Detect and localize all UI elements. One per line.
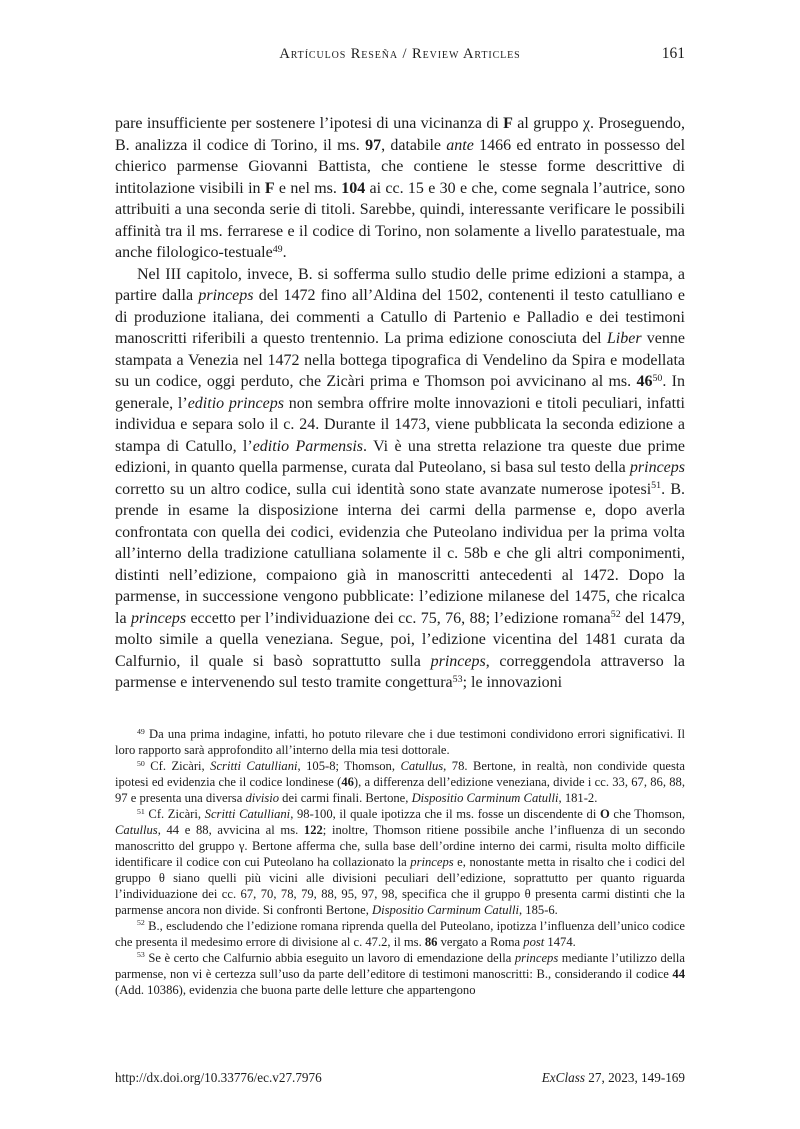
text-run: , 78. Bertone, in realtà, non condivide questa ipotesi ed evidenzia che il codice londinese ( <box>115 758 686 789</box>
text-run: Liber <box>606 330 642 348</box>
footnote-marker: 53 <box>137 950 145 960</box>
text-run: B., escludendo che l’edizione romana riprenda quella del Puteolano, ipotizza l’influenza dell’unico codice che presenta il medesimo errore di divisione al c. 47.2, il ms. <box>115 918 685 949</box>
text-run: Cf. Zicàri, <box>144 758 211 773</box>
text-run: F <box>264 179 275 197</box>
text-run: , databile <box>381 136 447 154</box>
text-run: 44 <box>672 966 685 981</box>
body-paragraph <box>115 264 685 694</box>
text-run: del 1472 fino all’Aldina del 1502, contenenti il testo catulliano e di produzione italiana, dei commenti a Catullo di Partenio e Palladio e dei testimoni manoscritti riferibili a questo trentennio. La prima edizione conosciuta del <box>115 287 686 348</box>
body-paragraph <box>115 113 685 264</box>
page-number: 161 <box>661 45 685 62</box>
text-run: , 98-100, il quale ipotizza che il ms. fosse un discendente di <box>290 806 600 821</box>
footnote-marker: 53 <box>452 673 463 685</box>
text-run: 104 <box>341 179 366 197</box>
running-header-title: Artículos Reseña / Review Articles <box>279 46 521 62</box>
text-run: editio princeps <box>187 394 284 412</box>
text-run: . B. prende in esame la disposizione interna dei carmi della parmense e, dopo averla confrontata con quella dei codici, evidenzia che Puteolano individua per la prima volta all’interno della tradizione catulliana solamente il c. 58b e che gli altri componimenti, distinti nell’edizione, compaiono già in manoscritti antecedenti al 1472. Dopo la parmense, in successione vengono pubblicate: l’edizione milanese del 1475, che ricalca la <box>115 480 685 627</box>
footnote-marker: 49 <box>137 726 145 736</box>
footnote-marker: 51 <box>651 480 662 492</box>
text-run: e, nonostante metta in risalto che i codici del gruppo θ siano quelli più vicini alle divisioni peculiari dell’edizione, soprattutto per quanto riguarda l’individuazione dei cc. 67, 70, 78, 79, 88, 95, 97, 98, specifica che il gruppo θ presenta carmi distinti che la parmense ancora non divide. Si confronti Bertone, <box>115 854 685 917</box>
text-run: dei carmi finali. Bertone, <box>279 790 412 805</box>
footnote <box>115 919 685 951</box>
text-run: Nel III capitolo, invece, B. si sofferma sullo studio delle prime edizioni a stampa, a partire dalla <box>115 265 685 305</box>
text-run: Cf. Zicàri, <box>144 806 205 821</box>
text-run: Scritti Catulliani <box>204 806 291 821</box>
text-run: princeps <box>430 652 486 670</box>
text-run: , 105-8; Thomson, <box>297 758 401 773</box>
text-run: Dispositio Carminum Catulli <box>372 902 519 917</box>
text-run: ; le innovazioni <box>462 674 563 692</box>
text-run: , 44 e 88, avvicina al ms. <box>157 822 304 837</box>
footnotes <box>115 727 685 999</box>
text-run: post <box>523 934 545 949</box>
text-run: del 1479, molto simile a quella veneziana. Segue, poi, l’edizione vicentina del 1481 curata da Calfurnio, il quale si basò soprattutto sulla <box>115 609 686 670</box>
footnote <box>115 759 685 807</box>
text-run: ), a differenza dell’edizione veneziana, divide i cc. 33, 67, 86, 88, 97 e presenta una diversa <box>115 774 685 805</box>
footnote <box>115 951 685 999</box>
text-run: venne stampata a Venezia nel 1472 nella bottega tipografica di Vendelino da Spira e modellata su un codice, oggi perduto, che Zicàri prima e Thomson poi avvicinano al ms. <box>115 330 685 391</box>
text-run: non sembra offrire molte innovazioni e titoli peculiari, infatti individua e separa solo il c. 24. Durante il 1473, viene pubblicata la seconda edizione a stampa di Catullo, l’ <box>115 394 685 455</box>
text-run: Da una prima indagine, infatti, ho potuto rilevare che i due testimoni condividono errori significativi. Il loro rapporto sarà approfondito all’interno della mia tesi dottorale. <box>115 726 685 757</box>
text-run: che Thomson, <box>609 806 686 821</box>
text-run: Scritti Catulliani <box>210 758 298 773</box>
text-run: al gruppo χ. Proseguendo, B. analizza il codice di Torino, il ms. <box>115 115 685 154</box>
text-run: editio Parmensis <box>252 437 364 455</box>
text-run: Catullus <box>400 758 444 773</box>
text-run: 46 <box>636 373 653 391</box>
text-run: ai cc. 15 e 30 e che, come segnala l’autrice, sono attribuiti a una seconda serie di titoli. Sarebbe, quindi, interessante verificare le possibili affinità tra il ms. ferrarese e il codice di Torino, non solamente a livello paratestuale, ma anche filologico-testuale <box>115 179 685 262</box>
text-run: Se è certo che Calfurnio abbia eseguito un lavoro di emendazione della <box>144 950 515 965</box>
text-run: princeps <box>410 854 454 869</box>
journal-citation <box>542 1070 685 1086</box>
text-run: 97 <box>365 136 382 154</box>
text-run: corretto su un altro codice, sulla cui identità sono state avanzate numerose ipotesi <box>115 480 652 498</box>
text-run: vergato a Roma <box>437 934 524 949</box>
footnote <box>115 727 685 759</box>
text-run: pare insufficiente per sostenere l’ipotesi di una vicinanza di <box>115 115 504 132</box>
footnote-marker: 51 <box>137 806 145 816</box>
text-run: , 185-6. <box>519 902 558 917</box>
text-run: , 181-2. <box>558 790 598 805</box>
footnote-marker: 52 <box>610 609 621 621</box>
text-run: O <box>599 806 610 821</box>
text-run: ; inoltre, Thomson ritiene possibile anche l’influenza di un secondo manoscritto del gruppo γ. Bertone afferma che, sulla base dell’ordine interno dei carmi, risulta molto difficile identificare il codice con cui Puteolano ha collazionato la <box>115 822 685 869</box>
text-run: 27, 2023, 149-169 <box>584 1070 685 1085</box>
footnote-marker: 50 <box>652 372 663 384</box>
page-content <box>115 0 685 999</box>
text-run: 46 <box>341 774 354 789</box>
text-run: princeps <box>629 459 685 477</box>
page-footer <box>115 1070 685 1086</box>
text-run: F <box>503 115 513 132</box>
text-run: . <box>282 244 287 262</box>
running-header <box>115 46 685 66</box>
body-text <box>115 113 685 694</box>
text-run: . Vi è una stretta relazione tra queste due prime edizioni, in quanto quella parmense, curata dal Puteolano, si basa sul testo della <box>115 437 685 477</box>
text-run: 1466 ed entrato in possesso del chierico parmense Giovanni Battista, che contiene le stesse forme descrittive di intitolazione visibili in <box>115 136 686 197</box>
text-run: Dispositio Carminum Catulli <box>411 790 559 805</box>
text-run: divisio <box>245 790 280 805</box>
footnote-marker: 49 <box>272 243 283 255</box>
text-run: ante <box>446 136 474 154</box>
text-run: princeps <box>198 287 254 305</box>
text-run: , correggendola attraverso la parmense e intervenendo sul testo tramite congettura <box>115 652 686 692</box>
text-run: 86 <box>424 934 438 949</box>
text-run: princeps <box>130 609 187 627</box>
footnote-marker: 52 <box>137 918 145 928</box>
text-run: e nel ms. <box>274 179 342 197</box>
text-run: 1474. <box>544 934 576 949</box>
text-run: ExClass <box>541 1070 585 1085</box>
text-run: . In generale, l’ <box>115 373 685 412</box>
footnote-marker: 50 <box>137 758 145 768</box>
text-run: 122 <box>303 822 323 837</box>
footnote <box>115 807 685 919</box>
text-run: Catullus <box>115 822 158 837</box>
text-run: princeps <box>514 950 559 965</box>
text-run: (Add. 10386), evidenzia che buona parte delle letture che appartengono <box>115 982 476 997</box>
text-run: mediante l’utilizzo della parmense, non vi è certezza sull’uso da parte dell’editore di testimoni manoscritti: B., considerando il codice <box>115 950 685 981</box>
text-run: eccetto per l’individuazione dei cc. 75, 76, 88; l’edizione romana <box>186 609 611 627</box>
doi-link[interactable]: http://dx.doi.org/10.33776/ec.v27.7976 <box>115 1070 322 1085</box>
